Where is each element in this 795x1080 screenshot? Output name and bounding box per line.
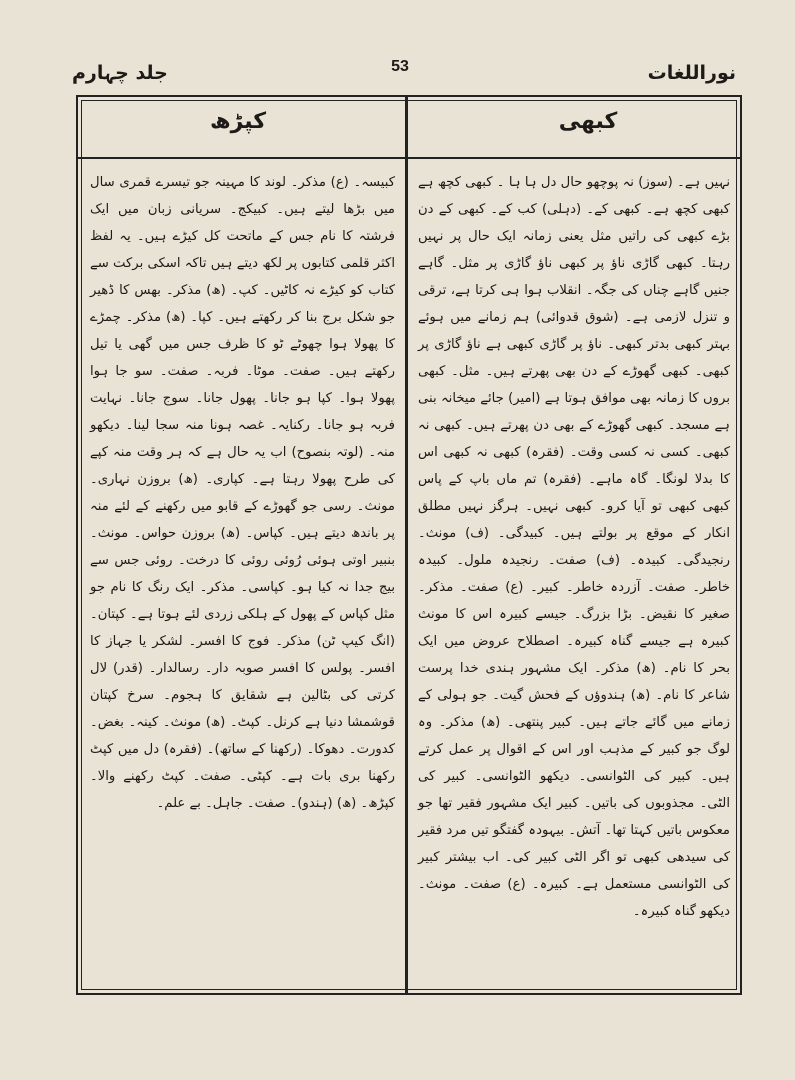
left-column-guide-word: کپڑھ xyxy=(209,109,267,134)
dictionary-title: نوراللغات xyxy=(647,62,736,84)
left-column-entries xyxy=(90,169,395,817)
right-column-entries xyxy=(418,169,730,925)
right-column-guide-word: کبھی xyxy=(558,109,618,134)
left-column-text: کبیسہ۔ (ع) مذکر۔ لوند کا مہینہ جو تیسرے قمری سال میں بڑھا لیتے ہیں۔ کبیکج۔ سریانی زبان میں ایک فرشتہ کا نام جس کے ماتحت کل کیڑے ہیں۔ یہ لفظ اکثر قلمی کتابوں پر لکھ دیتے ہیں تاکہ اسکی برکت سے کتاب کو کیڑے نہ کاٹیں۔ کپ۔ (ھ) مذکر۔ بھس کا ڈھیر جو شکل برج بنا کر رکھتے ہیں۔ کپا۔ (ھ) مذکر۔ چمڑے کا پھولا ہوا چھوٹے ٹو کا ظرف جس میں گھی یا تیل رکھتے ہیں۔ صفت۔ موٹا۔ فربہ۔ صفت۔ سو جا ہوا پھولا ہوا۔ کپا ہو جانا۔ پھول جانا۔ سوج جانا۔ نہایت فربہ ہو جانا۔ رکنایہ۔ غصہ ہونا منہ سجا لینا۔ دیکھو منہ۔ (لوتہ بنصوح) اب یہ حال ہے کہ ہر وقت منہ کپے کی طرح پھولا رہتا ہے۔ کپاری۔ (ھ) بروزن نہاری۔ مونث۔ رسی جو گھوڑے کے قابو میں رکھنے کے لئے منہ پر باندھ دیتے ہیں۔ کپاس۔ (ھ) بروزن حواس۔ مونث۔ بنبیر اوتی ہوئی رُوئی روئی کا درخت۔ روئی جس سے بیج جدا نہ کیا ہو۔ کپاسی۔ مذکر۔ ایک رنگ کا نام جو مثل کپاس کے پھول کے ہلکی زردی لئے ہوتا ہے۔ کپتان۔ (انگ کیپ ٹن) مذکر۔ فوج کا افسر۔ لشکر یا جہاز کا افسر۔ پولس کا افسر صوبہ دار۔ رسالدار۔ (قدر) لال کرتی کی بٹالین ہے شقایق کا ہجوم۔ سرخ کپتان قوشمشا دنیا ہے کرنل۔ کپٹ۔ (ھ) مونث۔ کینہ۔ بغض۔ کدورت۔ دھوکا۔ (رکھنا کے ساتھ)۔ (فقرہ) دل میں کپٹ رکھنا بری بات ہے۔ کپٹی۔ صفت۔ کپٹ رکھنے والا۔ کپڑھ۔ (ھ) (ہندو)۔ صفت۔ جاہل۔ بے علم۔ xyxy=(90,175,395,811)
right-column-text: نہیں ہے۔ (سوز) نہ پوچھو حال دل ہا ہا ۔ کبھی کچھ ہے کبھی کچھ ہے۔ کبھی کے۔ (دہلی) کب کے۔ کبھی کے دن بڑے کبھی کی راتیں مثل یعنی زمانہ ایک حال پر نہیں رہتا۔ کبھی گاڑی ناؤ پر کبھی ناؤ گاڑی پر مثل۔ گاہے جنیں گاہے چناں کی جگہ۔ انقلاب ہوا ہی کرتا ہے، ترقی و تنزل لازمی ہے۔ (شوق قدوائی) ہم زمانے میں ہوئے بہتر کبھی بدتر کبھی۔ ناؤ پر گاڑی کبھی ہے ناؤ گاڑی پر کبھی۔ کبھی گھوڑے کے دن بھی پھرتے ہیں۔ مثل۔ کبھی بروں کا زمانہ بھی موافق ہوتا ہے (امیر) جائے میخانہ بنی ہے مسجد۔ کبھی گھوڑے کے بھی دن پھرتے ہیں۔ کبھی نہ کبھی۔ کسی نہ کسی وقت۔ (فقرہ) کبھی نہ کبھی اس کا بدلا لونگا۔ گاہ ماہے۔ (فقرہ) تم ماں باپ کے پاس کبھی کبھی تو آیا کرو۔ کبھی نہیں۔ ہرگز نہیں مطلق انکار کے موقع پر بولتے ہیں۔ کبیدگی۔ (ف) مونث۔ رنجیدگی۔ کبیدہ۔ (ف) صفت۔ رنجیدہ ملول۔ کبیدہ خاطر۔ صفت۔ آزردہ خاطر۔ کبیر۔ (ع) صفت۔ مذکر۔ صغیر کا نقیض۔ بڑا بزرگ۔ جیسے کبیرہ اس کا مونث کبیرہ ہے جیسے گناہ کبیرہ۔ اصطلاح عروض میں ایک بحر کا نام۔ (ھ) مذکر۔ ایک مشہور ہندی خدا پرست شاعر کا نام۔ (ھ) ہندوؤں کے فحش گیت۔ جو ہولی کے زمانے میں گائے جاتے ہیں۔ کبیر پنتھی۔ (ھ) مذکر۔ وہ لوگ جو کبیر کے مذہب اور اس کے اقوال پر عمل کرتے ہیں۔ کبیر کی الٹوانسی۔ دیکھو الٹوانسی۔ کبیر کی الٹی۔ مجذوبوں کی باتیں۔ کبیر ایک مشہور فقیر تھا جو معکوس باتیں کہتا تھا۔ آتش۔ بیہودہ گفتگو تیں مرد فقیر کی سیدھی کبھی تو اگر الٹی کبیر کی۔ اب بیشتر کبیر کی الٹوانسی مستعمل ہے۔ کبیرہ۔ (ع) صفت۔ مونث۔ دیکھو گناہ کبیرہ۔ xyxy=(418,175,730,919)
header-rule xyxy=(78,157,740,159)
page-header xyxy=(60,58,740,94)
column-divider xyxy=(405,97,408,993)
volume-label: جلد چہارم xyxy=(72,62,168,84)
page-number: 53 xyxy=(391,58,409,75)
page-frame xyxy=(76,95,742,995)
